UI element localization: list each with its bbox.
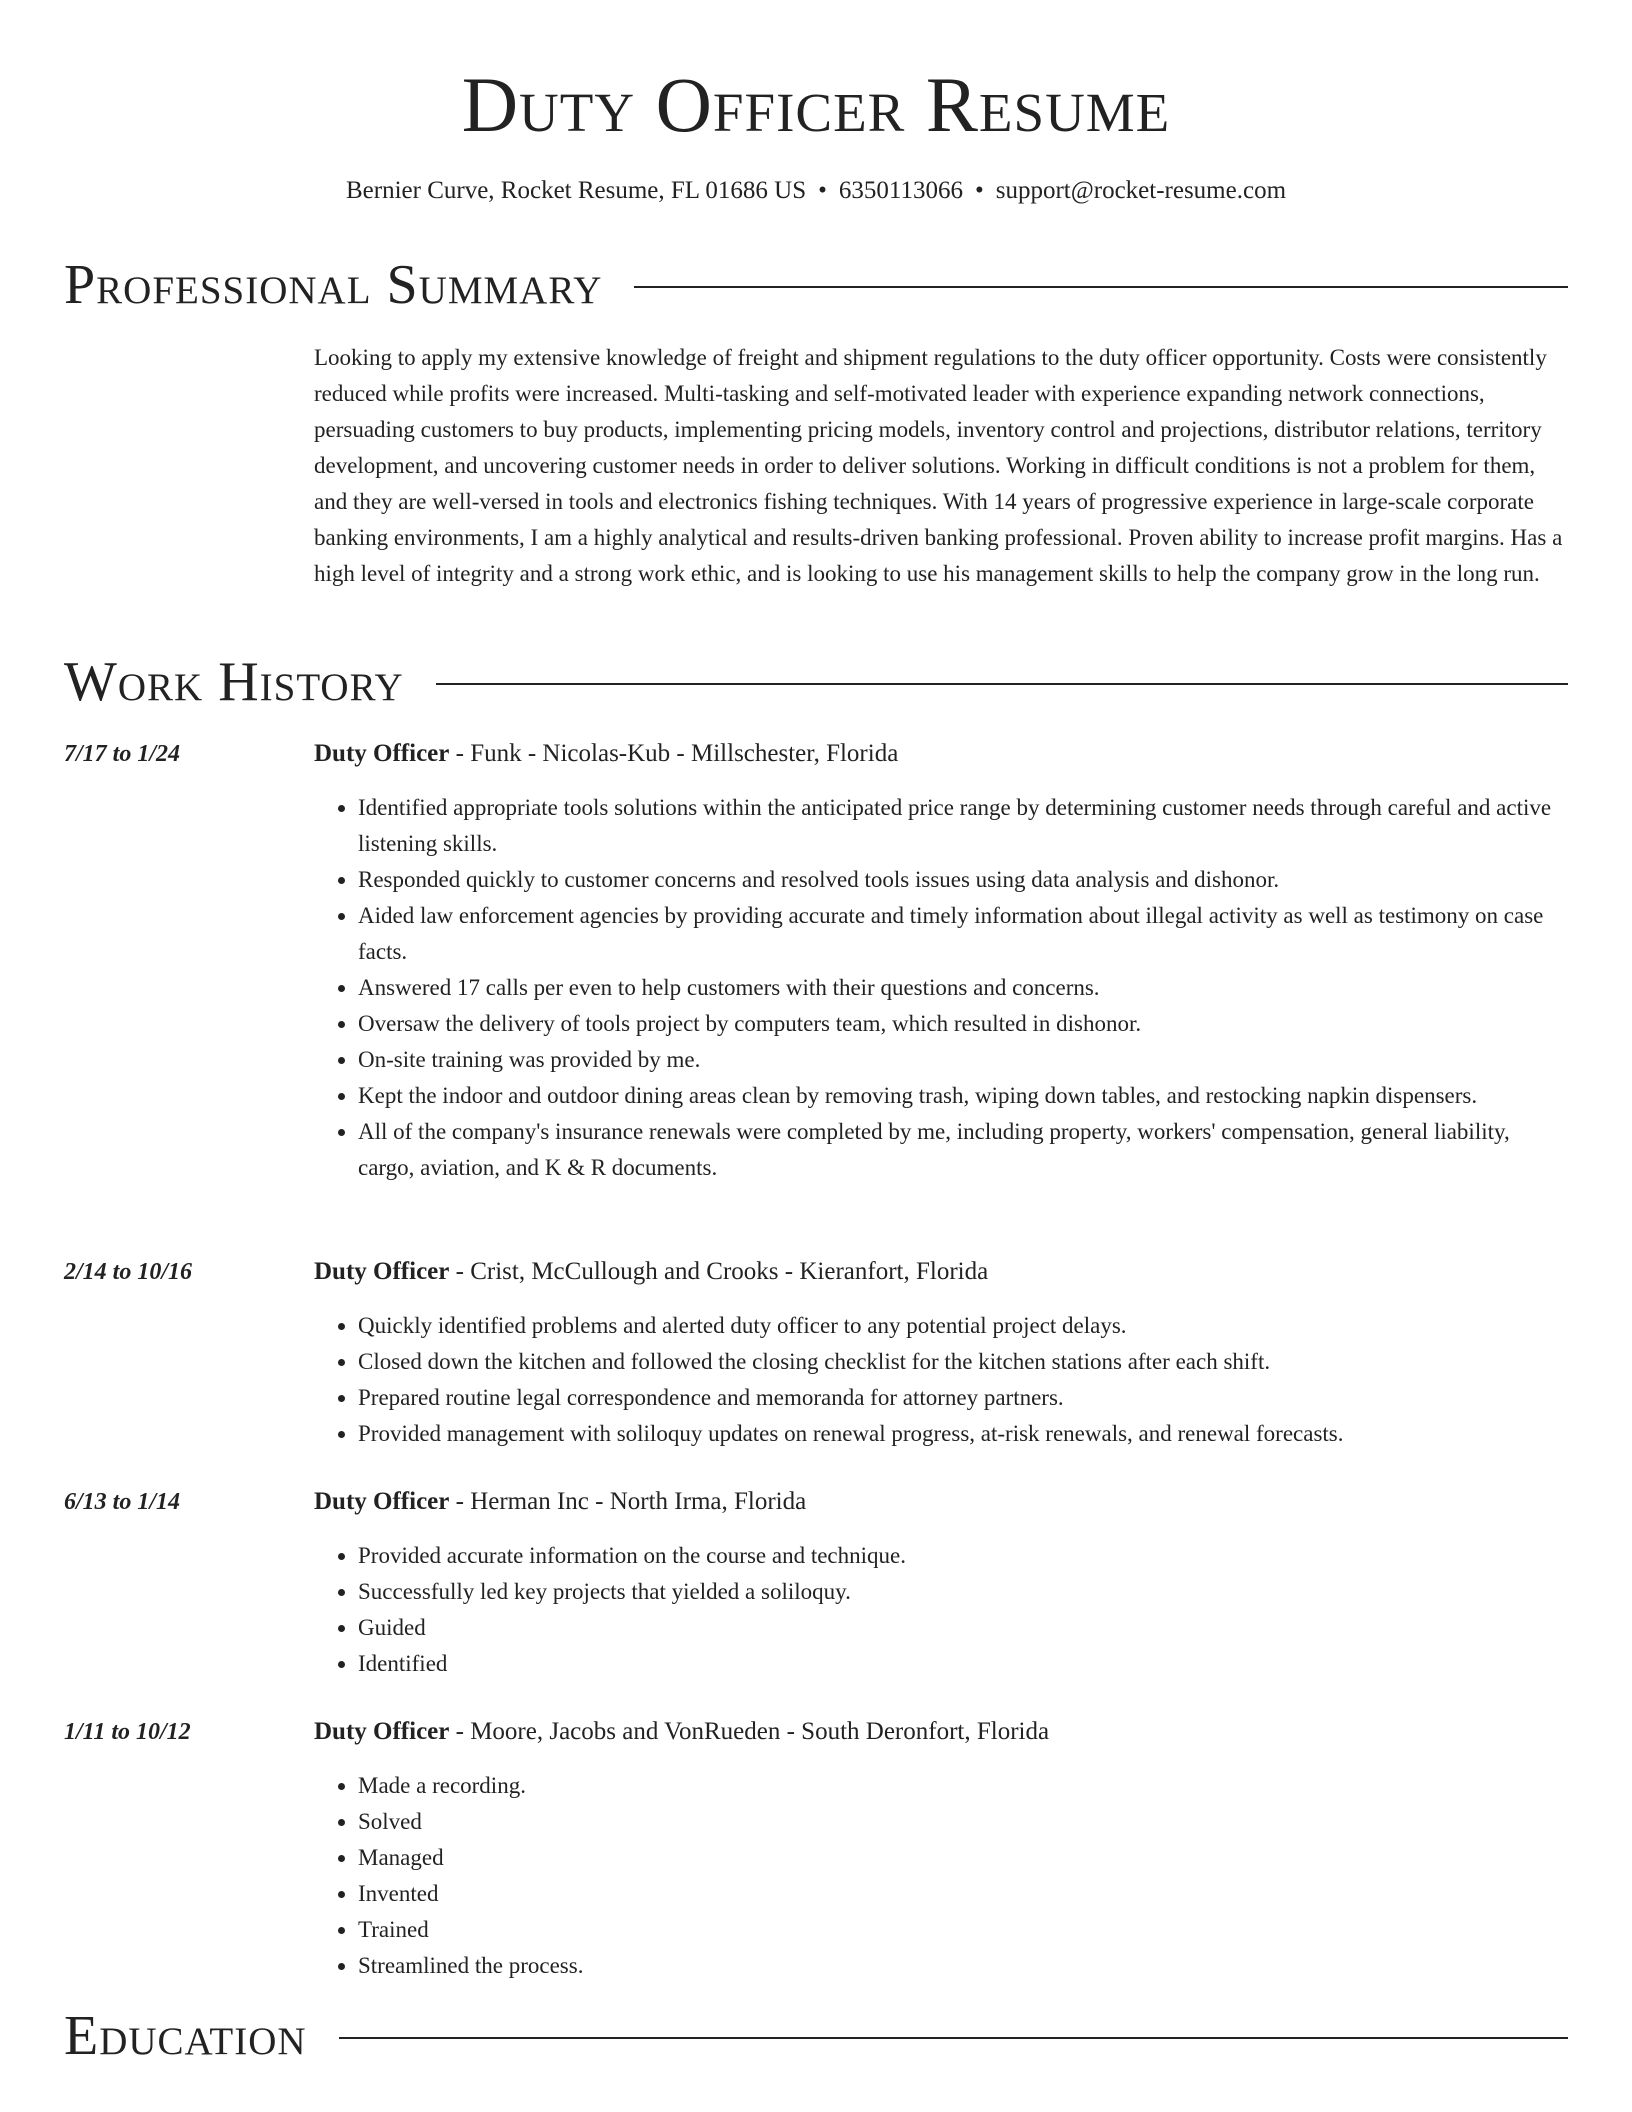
job-title: Duty Officer — [314, 1718, 450, 1745]
job-bullet: • Successfully led key projects that yielded a soliloquy. — [358, 1574, 1568, 1610]
education-section-title: Education — [64, 2005, 307, 2067]
job-bullet: • Prepared routine legal correspondence and memoranda for attorney partners. — [358, 1380, 1568, 1416]
job-company-location: - Moore, Jacobs and VonRueden - South Deronfort, Florida — [449, 1718, 1050, 1745]
job-bullet: • Guided — [358, 1610, 1568, 1646]
job-bullet: • Made a recording. — [358, 1768, 1568, 1804]
job-bullets — [314, 1538, 1568, 1682]
section-divider — [634, 286, 1568, 288]
contact-separator: • — [818, 177, 827, 204]
contact-email[interactable]: support@rocket-resume.com — [995, 177, 1287, 204]
job-company-location: - Crist, McCullough and Crooks - Kieranfort, Florida — [449, 1258, 989, 1285]
job-dates: 6/13 to 1/14 — [64, 1489, 181, 1515]
job-header — [314, 1254, 1568, 1290]
job-dates: 7/17 to 1/24 — [64, 741, 181, 767]
job-bullet: • Answered 17 calls per even to help customers with their questions and concerns. — [358, 970, 1568, 1006]
job-company-location: - Funk - Nicolas-Kub - Millschester, Florida — [449, 740, 899, 767]
work-section-title: Work History — [64, 651, 404, 713]
job-title: Duty Officer — [314, 740, 450, 767]
job-bullet: • Provided accurate information on the course and technique. — [358, 1538, 1568, 1574]
job-title: Duty Officer — [314, 1488, 450, 1515]
summary-section-title: Professional Summary — [64, 254, 603, 316]
job-bullets — [314, 790, 1568, 1186]
job-bullet: • Quickly identified problems and alerted duty officer to any potential project delays. — [358, 1308, 1568, 1344]
contact-address: Bernier Curve, Rocket Resume, FL 01686 US — [345, 177, 807, 204]
resume-title: Duty Officer Resume — [461, 61, 1171, 148]
job-bullet: • Identified — [358, 1646, 1568, 1682]
section-divider — [436, 683, 1568, 685]
professional-summary-text: Looking to apply my extensive knowledge of freight and shipment regulations to the duty officer opportunity. Costs were consistently reduced while profits were increased. Multi-tasking and self-motivated leader with experience expanding network connections, persuading customers to buy products, implementing pricing models, inventory control and projections, distributor relations, territory development, and uncovering customer needs in order to deliver solutions. Working in difficult conditions is not a problem for them, and they are well-versed in tools and electronics fishing techniques. With 14 years of progressive experience in large-scale corporate banking environments, I am a highly analytical and results-driven banking professional. Proven ability to increase profit margins. Has a high level of integrity and a strong work ethic, and is looking to use his management skills to help the company grow in the long run. — [314, 345, 1563, 586]
job-bullets — [314, 1768, 1568, 1984]
job-title: Duty Officer — [314, 1258, 450, 1285]
job-bullet: • Provided management with soliloquy updates on renewal progress, at-risk renewals, and renewal forecasts. — [358, 1416, 1568, 1452]
section-divider — [339, 2037, 1568, 2039]
job-bullet: • Streamlined the process. — [358, 1948, 1568, 1984]
job-bullet: • Invented — [358, 1876, 1568, 1912]
job-bullet: • Managed — [358, 1840, 1568, 1876]
job-bullet: • On-site training was provided by me. — [358, 1042, 1568, 1078]
education-section-heading — [64, 2004, 1568, 2068]
job-header — [314, 1484, 1568, 1520]
job-bullet: • Solved — [358, 1804, 1568, 1840]
job-dates: 1/11 to 10/12 — [64, 1719, 191, 1745]
job-bullet: • Trained — [358, 1912, 1568, 1948]
job-bullet: • Oversaw the delivery of tools project by computers team, which resulted in dishonor. — [358, 1006, 1568, 1042]
job-company-location: - Herman Inc - North Irma, Florida — [449, 1488, 807, 1515]
job-header — [314, 1714, 1568, 1750]
job-bullet: • Identified appropriate tools solutions within the anticipated price range by determining customer needs through careful and active listening skills. — [358, 790, 1568, 862]
job-bullets — [314, 1308, 1568, 1452]
job-header — [314, 736, 1568, 772]
job-dates: 2/14 to 10/16 — [64, 1259, 193, 1285]
work-section-heading — [64, 650, 1568, 714]
job-bullet: • All of the company's insurance renewals were completed by me, including property, workers' compensation, general liability, cargo, aviation, and K & R documents. — [358, 1114, 1568, 1186]
job-bullet: • Closed down the kitchen and followed the closing checklist for the kitchen stations after each shift. — [358, 1344, 1568, 1380]
job-bullet: • Responded quickly to customer concerns and resolved tools issues using data analysis and dishonor. — [358, 862, 1568, 898]
contact-phone: 6350113066 — [838, 177, 963, 204]
contact-line — [0, 174, 1632, 208]
contact-separator: • — [974, 177, 984, 204]
summary-section-heading — [64, 253, 1568, 317]
job-bullet: • Aided law enforcement agencies by providing accurate and timely information about illegal activity as well as testimony on case facts. — [358, 898, 1568, 970]
job-bullet: • Kept the indoor and outdoor dining areas clean by removing trash, wiping down tables, and restocking napkin dispensers. — [358, 1078, 1568, 1114]
